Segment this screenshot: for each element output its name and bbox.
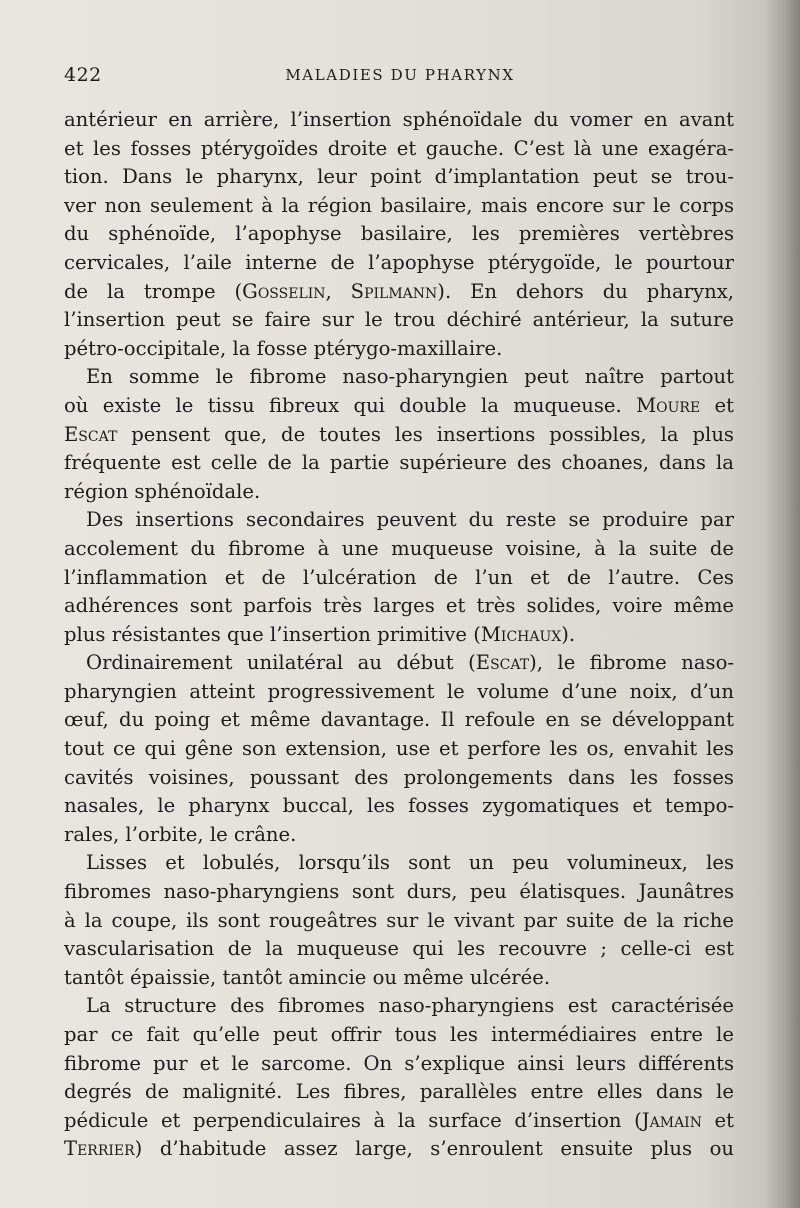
author-name: Escat: [64, 422, 118, 446]
text-segment: par ce fait qu’elle peut offrir tous les intermédiaires entre le: [64, 1023, 734, 1046]
text-line: [64, 878, 734, 907]
text-segment: fibrome pur et le sarcome. On s’explique ainsi leurs différents: [64, 1051, 734, 1075]
text-line: [64, 907, 734, 936]
text-segment: ). En dehors du pharynx,: [437, 279, 734, 303]
text-line: [64, 135, 734, 164]
text-segment: l’inflammation et de l’ulcération de l’un et de l’autre. Ces: [64, 565, 734, 589]
author-name: Spilmann: [350, 279, 438, 303]
text-segment: adhérences sont parfois très larges et très solides, voire même: [64, 594, 734, 618]
text-line: [64, 792, 734, 821]
text-segment: ), le fibrome naso-: [529, 651, 734, 675]
text-segment: pharyngien atteint progressivement le volume d’une noix, d’un: [64, 679, 734, 703]
page-header: [64, 64, 736, 90]
text-segment: plus résistantes que l’insertion primitive (: [64, 622, 481, 646]
text-line: [64, 935, 734, 964]
author-name: Terrier: [64, 1137, 135, 1161]
text-segment: pédicule et perpendiculaires à la surface d’insertion (: [64, 1108, 642, 1132]
text-segment: accolement du fibrome à une muqueuse voisine, à la suite de: [64, 536, 734, 560]
text-segment: Ordinairement unilatéral au début (: [86, 651, 476, 675]
text-line: [64, 535, 734, 564]
text-segment: tion. Dans le pharynx, leur point d’implantation peut se trou-: [64, 165, 734, 189]
author-name: Jamain: [641, 1108, 702, 1132]
text-segment: vascularisation de la muqueuse qui les recouvre ; celle-ci est: [64, 937, 734, 961]
text-segment: où existe le tissu fibreux qui double la muqueuse.: [64, 393, 637, 417]
text-segment: La structure des fibromes naso-pharyngiens est caractérisée: [86, 994, 734, 1018]
text-line: [64, 306, 734, 335]
author-name: Gosselin: [242, 279, 326, 303]
text-segment: En somme le fibrome naso-pharyngien peut naître partout: [86, 365, 734, 389]
text-segment: et: [700, 393, 734, 417]
text-segment: Des insertions secondaires peuvent du reste se produire par: [86, 508, 734, 532]
text-segment: l’insertion peut se faire sur le trou déchiré antérieur, la suture: [64, 308, 734, 332]
text-segment: rales, l’orbite, le crâne.: [64, 822, 297, 846]
running-title: MALADIES DU PHARYNX: [285, 66, 515, 84]
text-segment: et les fosses ptérygoïdes droite et gauche. C’est là une exagéra-: [64, 136, 734, 160]
text-segment: antérieur en arrière, l’insertion sphénoïdale du vomer en avant: [64, 108, 734, 131]
text-segment: tout ce qui gêne son extension, use et perfore les os, envahit les: [64, 737, 734, 761]
text-segment: du sphénoïde, l’apophyse basilaire, les premières vertèbres: [64, 222, 734, 246]
text-line: [64, 1107, 734, 1136]
text-segment: pétro-occipitale, la fosse ptérygo-maxillaire.: [64, 336, 503, 360]
body-text: [64, 106, 734, 1164]
text-line: [64, 1135, 734, 1164]
text-segment: tantôt épaissie, tantôt amincie ou même ulcérée.: [64, 965, 551, 989]
page-edge-shadow: [764, 0, 800, 1208]
text-segment: nasales, le pharynx buccal, les fosses zygomatiques et tempo-: [64, 794, 734, 818]
text-line: [64, 649, 734, 678]
text-segment: ) d’habitude assez large, s’enroulent ensuite plus ou: [134, 1137, 734, 1161]
text-line: [64, 449, 734, 478]
text-line: [64, 249, 734, 278]
text-line: [64, 421, 734, 450]
text-line: [64, 706, 734, 735]
text-line: [64, 678, 734, 707]
text-segment: ver non seulement à la région basilaire, mais encore sur le corps: [64, 193, 734, 217]
text-segment: fibromes naso-pharyngiens sont durs, peu élatisques. Jaunâtres: [64, 880, 734, 904]
text-segment: cervicales, l’aile interne de l’apophyse ptérygoïde, le pourtour: [64, 250, 734, 274]
text-line: [64, 506, 734, 535]
text-line: [64, 392, 734, 421]
text-line: [64, 335, 734, 364]
text-line: [64, 106, 734, 135]
author-name: Escat: [475, 651, 530, 675]
text-segment: et: [701, 1108, 734, 1132]
text-segment: cavités voisines, poussant des prolongements dans les fosses: [64, 765, 734, 789]
text-line: [64, 992, 734, 1021]
text-line: [64, 764, 734, 793]
text-segment: Lisses et lobulés, lorsqu’ils sont un peu volumineux, les: [86, 851, 734, 875]
text-segment: degrés de malignité. Les fibres, parallèles entre elles dans le: [64, 1080, 734, 1104]
text-segment: pensent que, de toutes les insertions possibles, la plus: [117, 422, 734, 446]
text-line: [64, 363, 734, 392]
page-number: 422: [64, 64, 102, 86]
text-line: [64, 964, 734, 993]
text-segment: œuf, du poing et même davantage. Il refoule en se développant: [64, 708, 734, 732]
text-line: [64, 278, 734, 307]
text-segment: de la trompe (: [64, 279, 243, 303]
text-line: [64, 849, 734, 878]
author-name: Michaux: [480, 622, 562, 646]
text-line: [64, 621, 734, 650]
text-line: [64, 163, 734, 192]
text-segment: à la coupe, ils sont rougeâtres sur le vivant par suite de la riche: [64, 908, 734, 932]
text-segment: ,: [325, 279, 351, 303]
text-segment: ).: [561, 622, 576, 646]
text-line: [64, 1050, 734, 1079]
text-segment: région sphénoïdale.: [64, 479, 261, 503]
text-line: [64, 478, 734, 507]
author-name: Moure: [636, 393, 701, 417]
text-line: [64, 1021, 734, 1050]
text-line: [64, 564, 734, 593]
text-line: [64, 192, 734, 221]
text-line: [64, 592, 734, 621]
text-line: [64, 1078, 734, 1107]
text-segment: fréquente est celle de la partie supérieure des choanes, dans la: [64, 451, 734, 475]
text-line: [64, 821, 734, 850]
text-line: [64, 220, 734, 249]
text-line: [64, 735, 734, 764]
